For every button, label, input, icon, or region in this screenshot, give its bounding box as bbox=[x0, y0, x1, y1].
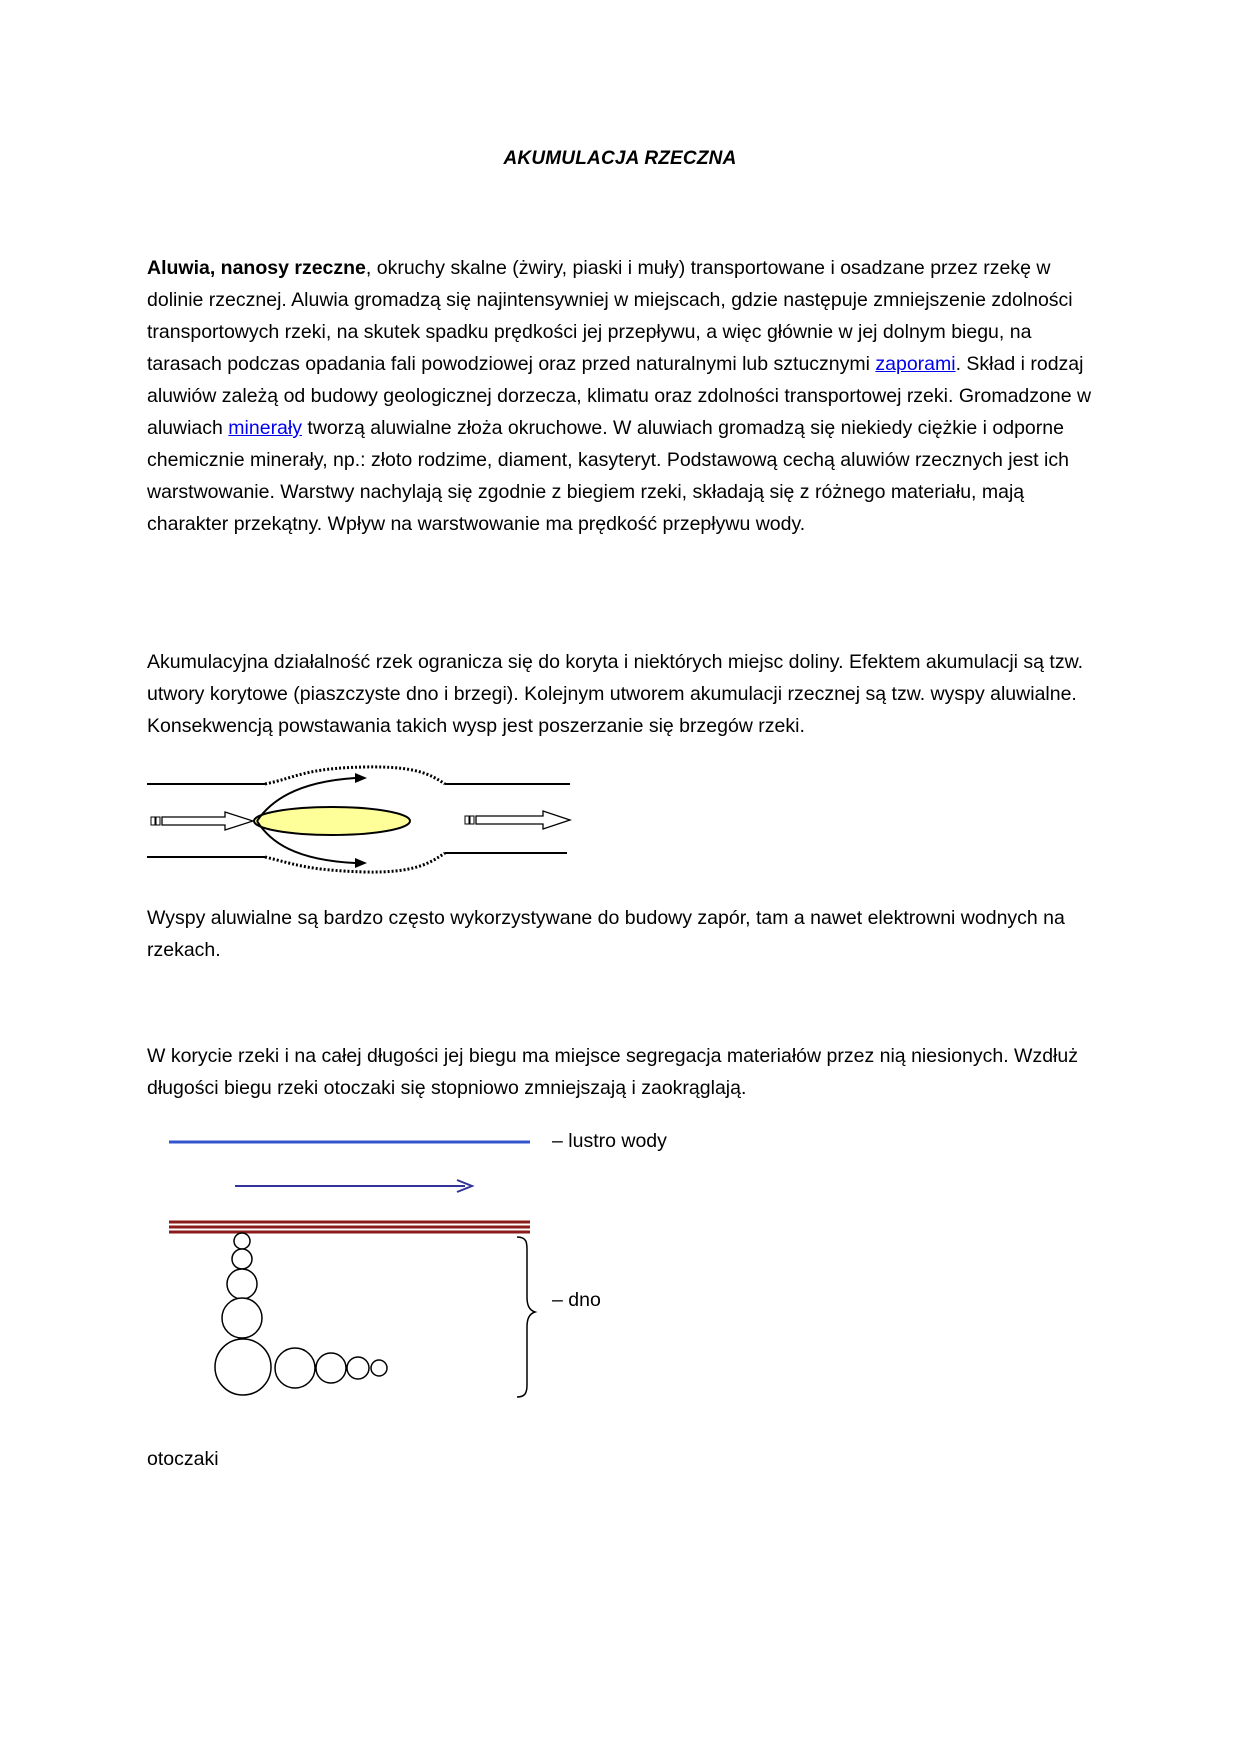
pebbles-label: otoczaki bbox=[147, 1448, 219, 1470]
pebble bbox=[275, 1348, 315, 1388]
bottom-label: – dno bbox=[552, 1289, 601, 1311]
paragraph-text: , okruchy skalne (żwiry, piaski i muły) transportowane i osadzane przez rzekę w dolinie rzecznej. Aluwia gromadzą się najintensywniej w miejscach, gdzie następuje zmniejszenie zdolności transportowych rzeki, na skutek spadku prędkości jej przepływu, a więc głównie w jej dolnym biegu, na tarasach podczas opadania fali powodziowej oraz przed naturalnymi lub sztucznymi bbox=[147, 257, 1073, 375]
arrowhead-lower bbox=[355, 858, 367, 868]
arrowhead-upper bbox=[355, 773, 367, 783]
pebble bbox=[371, 1360, 387, 1376]
pebble bbox=[215, 1339, 271, 1395]
alluvial-island bbox=[254, 807, 410, 835]
pebble-diagram bbox=[165, 1125, 535, 1405]
paragraph-segregacja: W korycie rzeki i na całej długości jej biegu ma miejsce segregacja materiałów przez nią niesionych. Wzdłuż długości biegu rzeki otoczaki się stopniowo zmniejszają i zaokrąglają. bbox=[147, 1045, 1078, 1099]
link-mineraly[interactable]: minerały bbox=[228, 417, 302, 439]
link-zaporami[interactable]: zaporami bbox=[875, 353, 956, 375]
bold-term: Aluwia, nanosy rzeczne bbox=[147, 257, 366, 279]
water-surface-label: – lustro wody bbox=[552, 1130, 667, 1152]
pebble bbox=[347, 1357, 369, 1379]
page-title: AKUMULACJA RZECZNA bbox=[503, 148, 737, 169]
bottom-brace bbox=[517, 1237, 535, 1397]
pebble bbox=[316, 1353, 346, 1383]
paragraph-text: tworzą aluwialne złoża okruchowe. W aluwiach gromadzą się niekiedy ciężkie i odporne chemicznie minerały, np.: złoto rodzime, diament, kasyteryt. Podstawową cechą aluwiów rzecznych jest ich warstwowanie. Warstwy nachylają się zgodnie z biegiem rzeki, składają się z różnego materiału, mają charakter przekątny. Wpływ na warstwowanie ma prędkość przepływu wody. bbox=[147, 417, 1069, 535]
paragraph-akumulacja: Akumulacyjna działalność rzek ogranicza się do koryta i niektórych miejsc doliny. Efektem akumulacji są tzw. utwory korytowe (piaszczyste dno i brzegi). Kolejnym utworem akumulacji rzecznej są tzw. wyspy aluwialne. Konsekwencją powstawania takich wysp jest poszerzanie się brzegów rzeki. bbox=[147, 651, 1084, 737]
inflow-arrow bbox=[151, 812, 253, 830]
pebble bbox=[227, 1269, 257, 1299]
pebble bbox=[232, 1249, 252, 1269]
outflow-arrow bbox=[465, 811, 570, 829]
paragraph-wyspy: Wyspy aluwialne są bardzo często wykorzystywane do budowy zapór, tam a nawet elektrowni wodnych na rzekach. bbox=[147, 907, 1065, 961]
island-diagram bbox=[145, 760, 585, 880]
pebble bbox=[222, 1298, 262, 1338]
pebble bbox=[234, 1233, 250, 1249]
paragraph-text: . Skład i rodzaj aluwiów zależą od budowy geologicznej dorzecza, klimatu oraz zdolności transportowej rzeki. Gromadzone w aluwiach bbox=[147, 353, 1092, 439]
paragraph-aluwia bbox=[147, 252, 1107, 540]
